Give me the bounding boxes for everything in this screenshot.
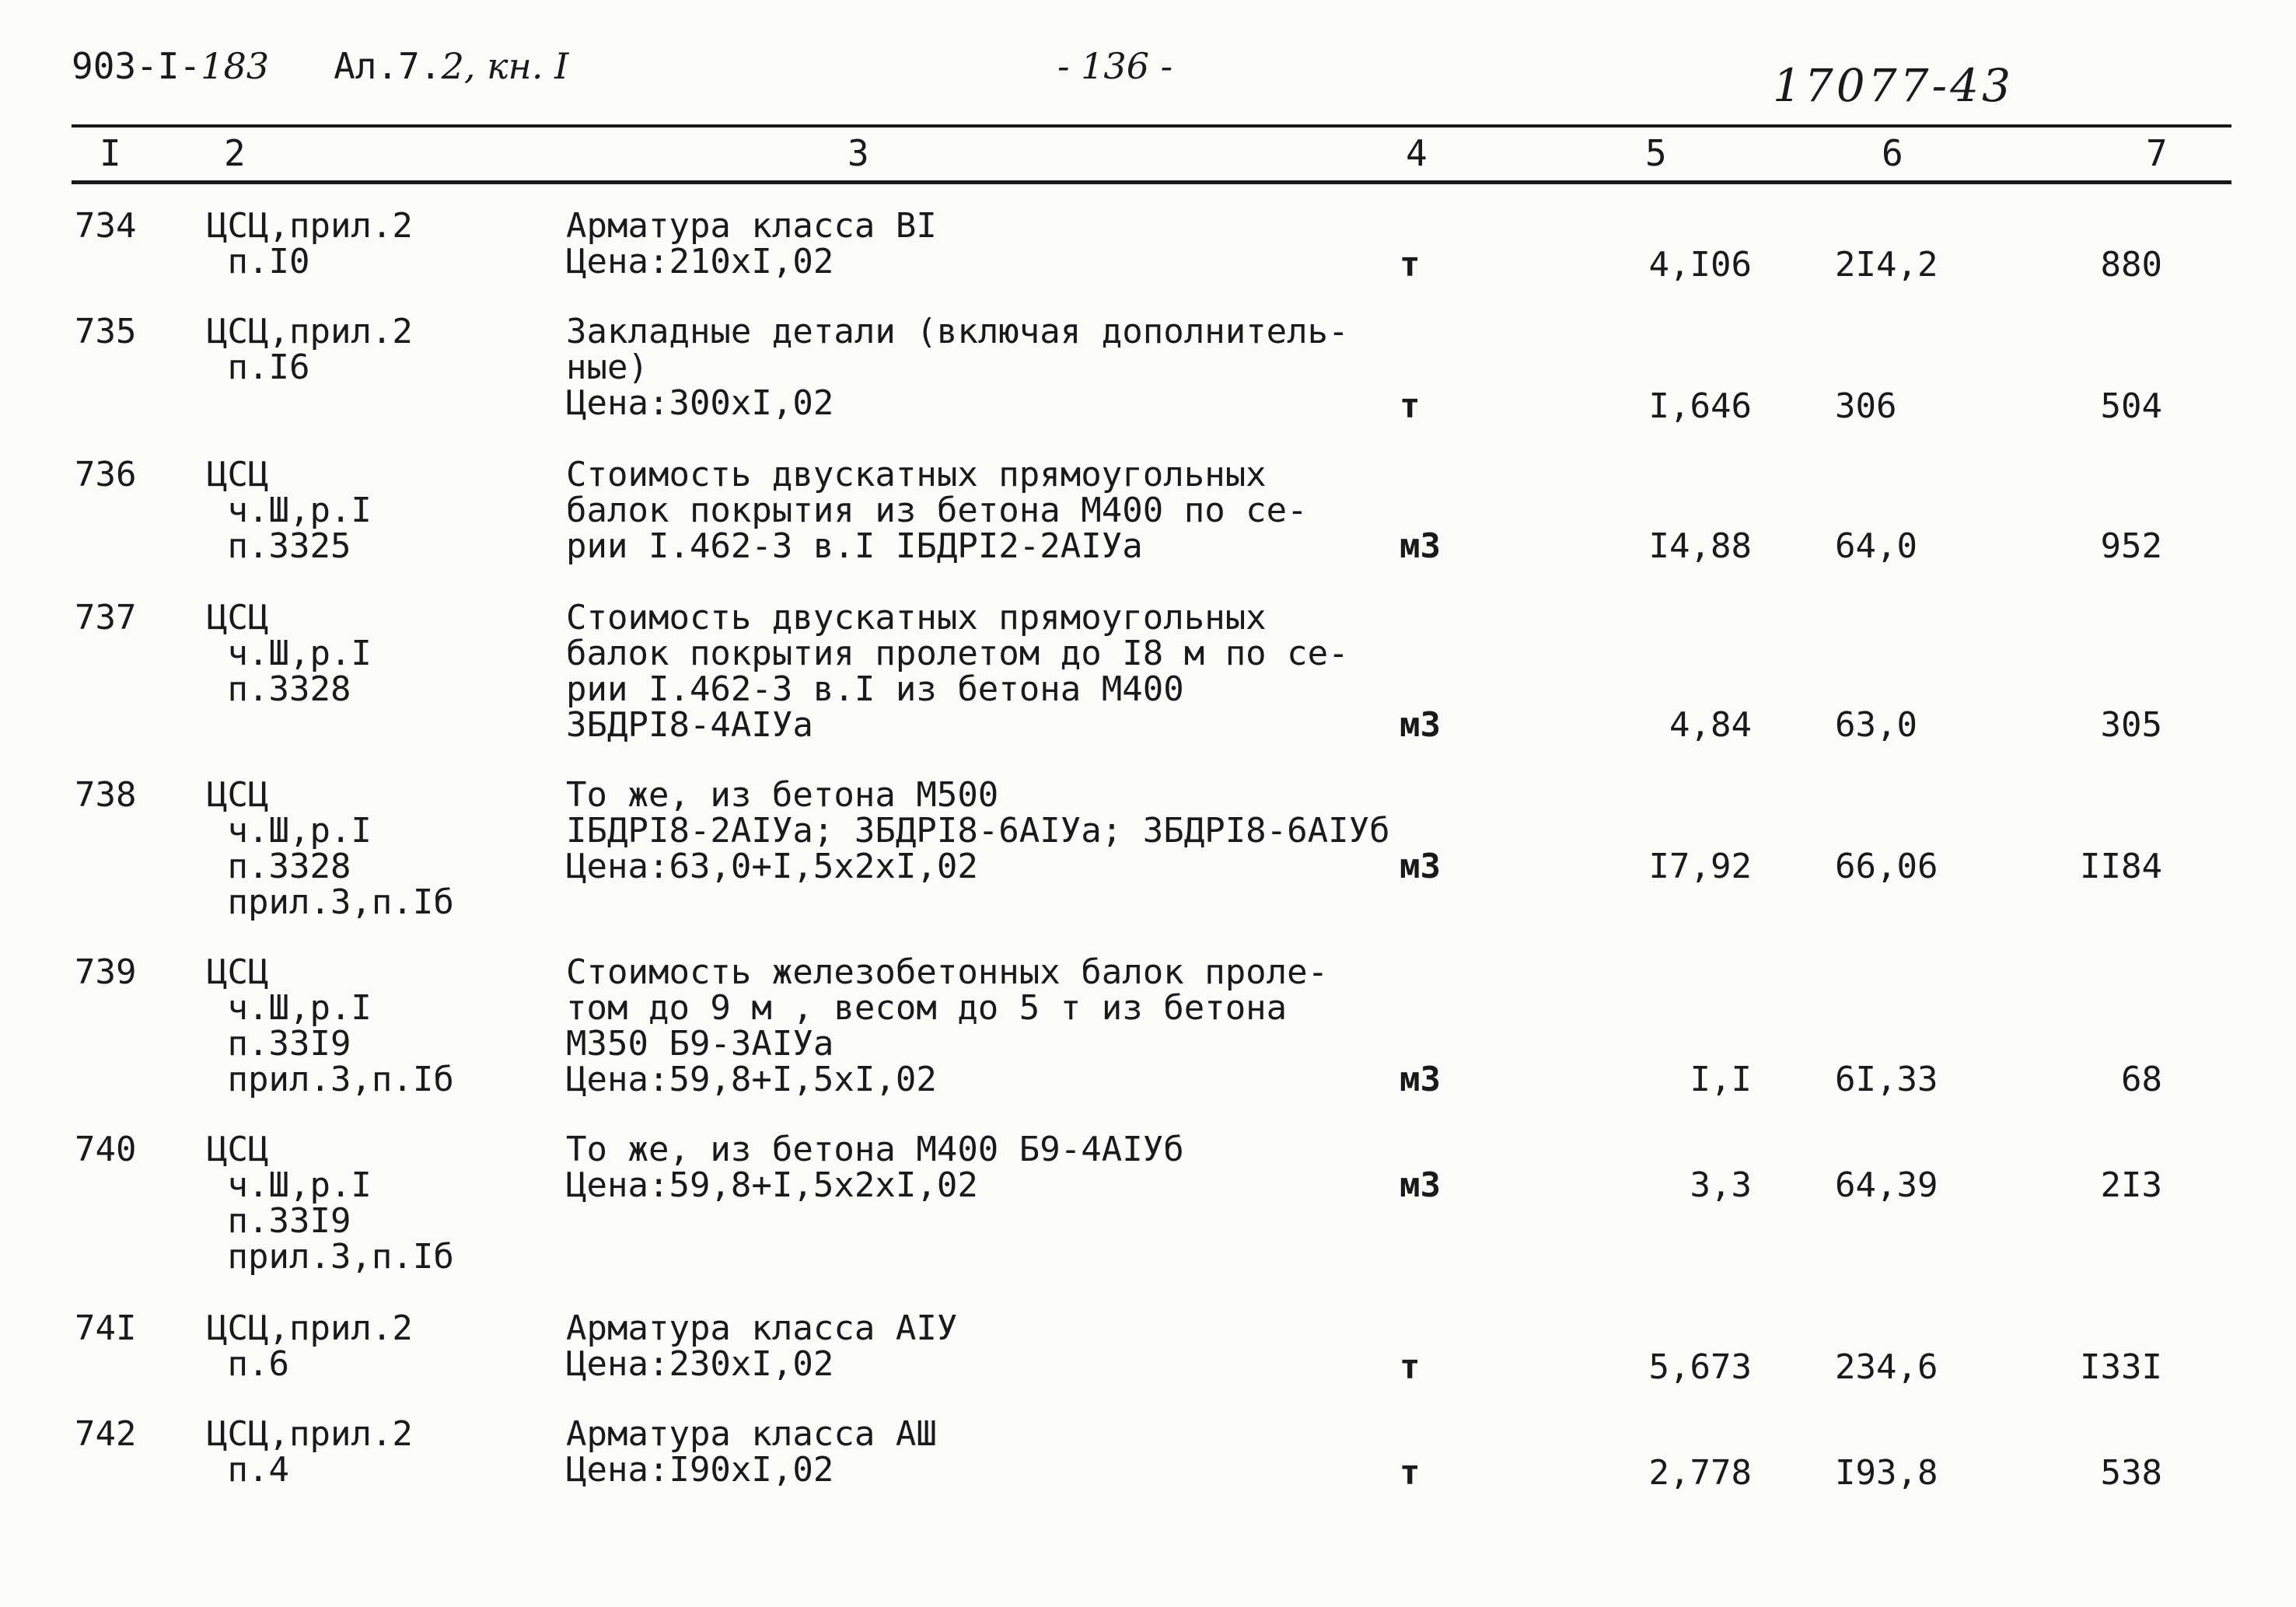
column-header-2: 2 bbox=[224, 132, 246, 174]
row-description: То же, из бетона М500 IБДРI8-2АIУа; 3БДРI8-6АIУа; 3БДРI8-6АIУб Цена:63,0+I,5х2хI,02 bbox=[566, 775, 1390, 886]
row-unit-price: 63,0 bbox=[1835, 705, 1917, 745]
row-number: 742 bbox=[75, 1414, 137, 1454]
row-total: 880 bbox=[2100, 245, 2162, 285]
row-total: 68 bbox=[2121, 1060, 2162, 1099]
row-unit: м3 bbox=[1400, 1060, 1441, 1099]
row-source: ЦСЦ ч.Ш,р.I п.3328 bbox=[207, 598, 372, 709]
column-header-5: 5 bbox=[1645, 132, 1667, 174]
row-quantity: I7,92 bbox=[1648, 847, 1752, 886]
table-top-rule bbox=[72, 124, 2231, 128]
row-unit-price: 6I,33 bbox=[1835, 1060, 1938, 1099]
row-source: ЦСЦ ч.Ш,р.I п.3328 прил.3,п.Iб bbox=[207, 775, 454, 922]
row-number: 734 bbox=[75, 206, 137, 246]
row-unit-price: 2I4,2 bbox=[1835, 245, 1938, 285]
row-source: ЦСЦ ч.Ш,р.I п.3325 bbox=[207, 455, 372, 566]
column-header-3: 3 bbox=[847, 132, 869, 174]
row-description: Закладные детали (включая дополнитель- ные) Цена:300хI,02 bbox=[566, 312, 1349, 423]
row-unit: т bbox=[1400, 386, 1421, 426]
row-number: 74I bbox=[75, 1308, 137, 1348]
row-quantity: 2,778 bbox=[1648, 1453, 1752, 1493]
row-number: 736 bbox=[75, 455, 137, 494]
page-number: - 136 - bbox=[1057, 45, 1173, 87]
row-number: 735 bbox=[75, 312, 137, 351]
row-total: 504 bbox=[2100, 386, 2162, 426]
row-source: ЦСЦ ч.Ш,р.I п.33I9 прил.3,п.Iб bbox=[207, 952, 454, 1099]
row-quantity: I4,88 bbox=[1648, 526, 1752, 566]
row-total: 305 bbox=[2100, 705, 2162, 745]
row-total: II84 bbox=[2080, 847, 2162, 886]
row-source: ЦСЦ ч.Ш,р.I п.33I9 прил.3,п.Iб bbox=[207, 1130, 454, 1277]
row-description: Стоимость железобетонных балок проле- том до 9 м , весом до 5 т из бетона М350 Б9-3АIУа Цена:59,8+I,5хI,02 bbox=[566, 952, 1329, 1099]
row-source: ЦСЦ,прил.2 п.I0 bbox=[207, 206, 413, 281]
row-source: ЦСЦ,прил.2 п.6 bbox=[207, 1308, 413, 1384]
row-source: ЦСЦ,прил.2 п.4 bbox=[207, 1414, 413, 1490]
row-unit: т bbox=[1400, 245, 1421, 285]
row-number: 739 bbox=[75, 952, 137, 992]
column-header-7: 7 bbox=[2146, 132, 2168, 174]
document-code-prefix: 903-I- bbox=[72, 45, 201, 87]
row-number: 740 bbox=[75, 1130, 137, 1169]
album-hand: 2, кн. I bbox=[441, 45, 569, 87]
row-total: 2I3 bbox=[2100, 1165, 2162, 1205]
column-header-6: 6 bbox=[1882, 132, 1903, 174]
row-quantity: I,646 bbox=[1648, 386, 1752, 426]
album-label: Ал.7. bbox=[334, 45, 442, 87]
row-unit: т bbox=[1400, 1347, 1421, 1387]
row-unit: м3 bbox=[1400, 705, 1441, 745]
row-total: I33I bbox=[2080, 1347, 2162, 1387]
row-quantity: 3,3 bbox=[1690, 1165, 1752, 1205]
row-description: Стоимость двускатных прямоугольных балок покрытия пролетом до I8 м по се- рии I.462-3 в.I из бетона М400 3БДРI8-4АIУа bbox=[566, 598, 1349, 745]
row-description: Арматура класса АШ Цена:I90хI,02 bbox=[566, 1414, 937, 1490]
stamp-number: 17077-43 bbox=[1773, 59, 2014, 112]
row-total: 538 bbox=[2100, 1453, 2162, 1493]
row-number: 737 bbox=[75, 598, 137, 638]
row-source: ЦСЦ,прил.2 п.I6 bbox=[207, 312, 413, 387]
row-unit-price: 66,06 bbox=[1835, 847, 1938, 886]
row-unit-price: 64,39 bbox=[1835, 1165, 1938, 1205]
row-unit-price: 64,0 bbox=[1835, 526, 1917, 566]
row-description: То же, из бетона М400 Б9-4АIУб Цена:59,8+I,5х2хI,02 bbox=[566, 1130, 1184, 1205]
row-number: 738 bbox=[75, 775, 137, 815]
row-quantity: 4,I06 bbox=[1648, 245, 1752, 285]
row-unit: м3 bbox=[1400, 847, 1441, 886]
row-unit: м3 bbox=[1400, 1165, 1441, 1205]
row-unit: м3 bbox=[1400, 526, 1441, 566]
column-header-4: 4 bbox=[1406, 132, 1428, 174]
row-quantity: I,I bbox=[1690, 1060, 1752, 1099]
row-unit-price: 306 bbox=[1835, 386, 1897, 426]
row-description: Стоимость двускатных прямоугольных балок покрытия из бетона М400 по се- рии I.462-3 в.I IБДРI2-2АIУа bbox=[566, 455, 1308, 566]
row-unit-price: 234,6 bbox=[1835, 1347, 1938, 1387]
row-description: Арматура класса BI Цена:210хI,02 bbox=[566, 206, 937, 281]
column-header-1: I bbox=[100, 132, 121, 174]
row-unit: т bbox=[1400, 1453, 1421, 1493]
row-quantity: 4,84 bbox=[1669, 705, 1752, 745]
row-total: 952 bbox=[2100, 526, 2162, 566]
document-code bbox=[72, 45, 568, 87]
document-code-hand: 183 bbox=[201, 45, 269, 87]
row-quantity: 5,673 bbox=[1648, 1347, 1752, 1387]
row-description: Арматура класса АIУ Цена:230хI,02 bbox=[566, 1308, 958, 1384]
table-header-rule bbox=[72, 180, 2231, 184]
row-unit-price: I93,8 bbox=[1835, 1453, 1938, 1493]
